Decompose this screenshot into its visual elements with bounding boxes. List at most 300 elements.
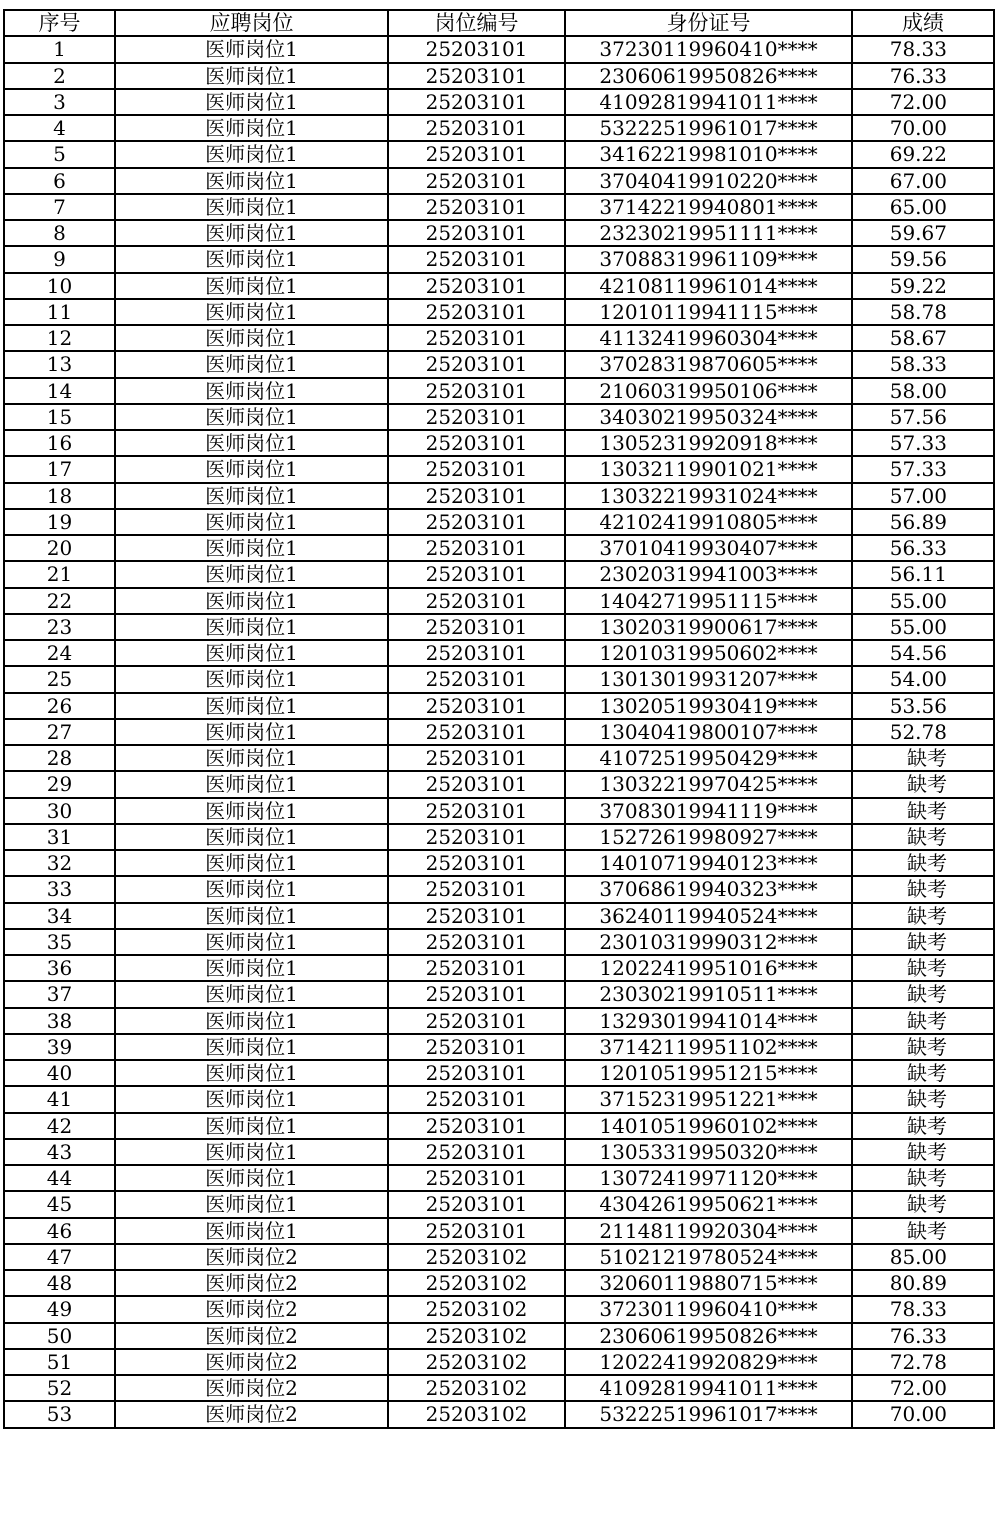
position-code-cell: 25203102 [388,1323,565,1349]
position-cell: 医师岗位2 [115,1401,388,1427]
id-number-cell: 41092819941011**** [565,1375,852,1401]
position-code-cell: 25203101 [388,614,565,640]
score-cell: 69.22 [852,141,994,167]
table-row [4,1244,994,1270]
id-number-cell: 23060619950826**** [565,1323,852,1349]
serial-cell: 49 [4,1296,115,1322]
position-code-cell: 25203101 [388,483,565,509]
header-serial: 序号 [4,10,115,36]
serial-cell: 30 [4,798,115,824]
serial-cell: 7 [4,194,115,220]
position-cell: 医师岗位1 [115,588,388,614]
id-number-cell: 23030219910511**** [565,981,852,1007]
serial-cell: 24 [4,640,115,666]
serial-cell: 25 [4,666,115,692]
score-cell: 72.00 [852,89,994,115]
position-code-cell: 25203101 [388,955,565,981]
serial-cell: 8 [4,220,115,246]
serial-cell: 52 [4,1375,115,1401]
table-row [4,1323,994,1349]
score-cell: 85.00 [852,1244,994,1270]
score-cell: 缺考 [852,1113,994,1139]
score-cell: 53.56 [852,693,994,719]
table-row [4,1165,994,1191]
position-cell: 医师岗位1 [115,351,388,377]
position-cell: 医师岗位1 [115,981,388,1007]
id-number-cell: 12010319950602**** [565,640,852,666]
score-cell: 59.67 [852,220,994,246]
serial-cell: 20 [4,535,115,561]
position-code-cell: 25203101 [388,850,565,876]
table-row [4,798,994,824]
position-code-cell: 25203101 [388,771,565,797]
id-number-cell: 23060619950826**** [565,63,852,89]
serial-cell: 14 [4,378,115,404]
position-cell: 医师岗位1 [115,194,388,220]
position-code-cell: 25203101 [388,1034,565,1060]
table-row [4,430,994,456]
position-cell: 医师岗位1 [115,666,388,692]
serial-cell: 29 [4,771,115,797]
score-cell: 72.00 [852,1375,994,1401]
serial-cell: 23 [4,614,115,640]
position-code-cell: 25203101 [388,194,565,220]
id-number-cell: 13293019941014**** [565,1008,852,1034]
table-row [4,483,994,509]
id-number-cell: 13032219970425**** [565,771,852,797]
score-cell: 59.22 [852,273,994,299]
header-row [4,10,994,36]
serial-cell: 11 [4,299,115,325]
position-cell: 医师岗位1 [115,771,388,797]
score-cell: 56.11 [852,561,994,587]
id-number-cell: 13053319950320**** [565,1139,852,1165]
table-row [4,63,994,89]
position-cell: 医师岗位1 [115,719,388,745]
table-row [4,1060,994,1086]
table-row [4,325,994,351]
score-cell: 65.00 [852,194,994,220]
score-cell: 55.00 [852,614,994,640]
position-code-cell: 25203101 [388,929,565,955]
id-number-cell: 41092819941011**** [565,89,852,115]
id-number-cell: 13032119901021**** [565,456,852,482]
position-cell: 医师岗位1 [115,220,388,246]
position-code-cell: 25203101 [388,1191,565,1217]
id-number-cell: 37010419930407**** [565,535,852,561]
serial-cell: 39 [4,1034,115,1060]
score-cell: 缺考 [852,745,994,771]
position-cell: 医师岗位1 [115,36,388,62]
score-cell: 52.78 [852,719,994,745]
score-cell: 72.78 [852,1349,994,1375]
id-number-cell: 13072419971120**** [565,1165,852,1191]
position-cell: 医师岗位1 [115,404,388,430]
table-row [4,929,994,955]
serial-cell: 53 [4,1401,115,1427]
position-cell: 医师岗位1 [115,430,388,456]
position-code-cell: 25203101 [388,273,565,299]
table-row [4,1218,994,1244]
position-cell: 医师岗位1 [115,1139,388,1165]
position-code-cell: 25203101 [388,561,565,587]
table-row [4,378,994,404]
id-number-cell: 14010519960102**** [565,1113,852,1139]
id-number-cell: 37088319961109**** [565,246,852,272]
serial-cell: 38 [4,1008,115,1034]
position-cell: 医师岗位1 [115,1034,388,1060]
id-number-cell: 42102419910805**** [565,509,852,535]
position-code-cell: 25203101 [388,509,565,535]
score-cell: 缺考 [852,903,994,929]
position-cell: 医师岗位1 [115,1008,388,1034]
serial-cell: 22 [4,588,115,614]
position-code-cell: 25203101 [388,1139,565,1165]
score-cell: 78.33 [852,36,994,62]
id-number-cell: 41072519950429**** [565,745,852,771]
id-number-cell: 23230219951111**** [565,220,852,246]
position-code-cell: 25203101 [388,1113,565,1139]
position-code-cell: 25203101 [388,1008,565,1034]
score-cell: 70.00 [852,1401,994,1427]
position-cell: 医师岗位1 [115,89,388,115]
position-cell: 医师岗位1 [115,929,388,955]
id-number-cell: 37028319870605**** [565,351,852,377]
score-cell: 缺考 [852,876,994,902]
score-cell: 58.33 [852,351,994,377]
position-cell: 医师岗位1 [115,955,388,981]
serial-cell: 50 [4,1323,115,1349]
table-row [4,1296,994,1322]
table-row [4,640,994,666]
table-row [4,876,994,902]
score-cell: 57.00 [852,483,994,509]
position-cell: 医师岗位1 [115,273,388,299]
score-cell: 59.56 [852,246,994,272]
id-number-cell: 13020319900617**** [565,614,852,640]
table-body [4,36,994,1427]
serial-cell: 44 [4,1165,115,1191]
id-number-cell: 41132419960304**** [565,325,852,351]
table-row [4,1191,994,1217]
position-code-cell: 25203101 [388,246,565,272]
serial-cell: 3 [4,89,115,115]
position-cell: 医师岗位1 [115,850,388,876]
serial-cell: 31 [4,824,115,850]
serial-cell: 28 [4,745,115,771]
position-cell: 医师岗位1 [115,299,388,325]
id-number-cell: 12022419920829**** [565,1349,852,1375]
table-row [4,588,994,614]
position-code-cell: 25203101 [388,1086,565,1112]
score-cell: 缺考 [852,955,994,981]
position-code-cell: 25203101 [388,1060,565,1086]
serial-cell: 12 [4,325,115,351]
position-code-cell: 25203101 [388,903,565,929]
id-number-cell: 37230119960410**** [565,36,852,62]
serial-cell: 2 [4,63,115,89]
position-cell: 医师岗位1 [115,483,388,509]
results-table [3,9,995,1429]
position-code-cell: 25203102 [388,1296,565,1322]
table-row [4,1270,994,1296]
serial-cell: 19 [4,509,115,535]
position-code-cell: 25203101 [388,666,565,692]
id-number-cell: 14042719951115**** [565,588,852,614]
position-code-cell: 25203101 [388,299,565,325]
id-number-cell: 42108119961014**** [565,273,852,299]
id-number-cell: 53222519961017**** [565,115,852,141]
id-number-cell: 13020519930419**** [565,693,852,719]
serial-cell: 18 [4,483,115,509]
id-number-cell: 37230119960410**** [565,1296,852,1322]
table-header [4,10,994,36]
position-code-cell: 25203101 [388,89,565,115]
position-code-cell: 25203101 [388,1218,565,1244]
id-number-cell: 23020319941003**** [565,561,852,587]
position-cell: 医师岗位1 [115,246,388,272]
id-number-cell: 36240119940524**** [565,903,852,929]
id-number-cell: 53222519961017**** [565,1401,852,1427]
score-cell: 缺考 [852,1034,994,1060]
serial-cell: 48 [4,1270,115,1296]
position-code-cell: 25203101 [388,141,565,167]
position-cell: 医师岗位1 [115,1060,388,1086]
serial-cell: 32 [4,850,115,876]
position-code-cell: 25203101 [388,456,565,482]
score-cell: 缺考 [852,929,994,955]
score-cell: 67.00 [852,168,994,194]
position-cell: 医师岗位1 [115,63,388,89]
id-number-cell: 14010719940123**** [565,850,852,876]
table-row [4,220,994,246]
table-row [4,614,994,640]
serial-cell: 51 [4,1349,115,1375]
id-number-cell: 13040419800107**** [565,719,852,745]
table-row [4,1034,994,1060]
position-code-cell: 25203102 [388,1349,565,1375]
table-row [4,1113,994,1139]
serial-cell: 13 [4,351,115,377]
table-row [4,36,994,62]
score-cell: 70.00 [852,115,994,141]
table-row [4,509,994,535]
table-row [4,141,994,167]
score-cell: 55.00 [852,588,994,614]
position-cell: 医师岗位1 [115,561,388,587]
position-cell: 医师岗位1 [115,1191,388,1217]
position-code-cell: 25203102 [388,1270,565,1296]
position-code-cell: 25203102 [388,1401,565,1427]
position-code-cell: 25203102 [388,1375,565,1401]
serial-cell: 34 [4,903,115,929]
serial-cell: 47 [4,1244,115,1270]
position-cell: 医师岗位1 [115,378,388,404]
position-code-cell: 25203101 [388,876,565,902]
position-cell: 医师岗位1 [115,798,388,824]
score-cell: 54.56 [852,640,994,666]
score-cell: 76.33 [852,63,994,89]
score-cell: 缺考 [852,1008,994,1034]
header-position: 应聘岗位 [115,10,388,36]
table-row [4,561,994,587]
id-number-cell: 15272619980927**** [565,824,852,850]
position-cell: 医师岗位2 [115,1296,388,1322]
serial-cell: 26 [4,693,115,719]
serial-cell: 42 [4,1113,115,1139]
id-number-cell: 21060319950106**** [565,378,852,404]
serial-cell: 45 [4,1191,115,1217]
header-position-code: 岗位编号 [388,10,565,36]
id-number-cell: 51021219780524**** [565,1244,852,1270]
table-row [4,1086,994,1112]
serial-cell: 1 [4,36,115,62]
position-cell: 医师岗位1 [115,876,388,902]
position-code-cell: 25203101 [388,115,565,141]
position-code-cell: 25203101 [388,378,565,404]
id-number-cell: 23010319990312**** [565,929,852,955]
serial-cell: 16 [4,430,115,456]
position-cell: 医师岗位1 [115,141,388,167]
score-cell: 80.89 [852,1270,994,1296]
position-code-cell: 25203101 [388,36,565,62]
score-cell: 56.33 [852,535,994,561]
id-number-cell: 12010119941115**** [565,299,852,325]
table-row [4,1375,994,1401]
score-cell: 54.00 [852,666,994,692]
id-number-cell: 13032219931024**** [565,483,852,509]
position-code-cell: 25203102 [388,1244,565,1270]
serial-cell: 36 [4,955,115,981]
position-code-cell: 25203101 [388,325,565,351]
id-number-cell: 13052319920918**** [565,430,852,456]
position-cell: 医师岗位2 [115,1244,388,1270]
score-cell: 缺考 [852,1191,994,1217]
id-number-cell: 12010519951215**** [565,1060,852,1086]
serial-cell: 40 [4,1060,115,1086]
position-cell: 医师岗位2 [115,1323,388,1349]
score-cell: 缺考 [852,1060,994,1086]
serial-cell: 33 [4,876,115,902]
position-code-cell: 25203101 [388,168,565,194]
score-cell: 57.33 [852,456,994,482]
id-number-cell: 34030219950324**** [565,404,852,430]
score-cell: 缺考 [852,1139,994,1165]
position-code-cell: 25203101 [388,745,565,771]
score-cell: 78.33 [852,1296,994,1322]
id-number-cell: 37083019941119**** [565,798,852,824]
position-code-cell: 25203101 [388,535,565,561]
position-code-cell: 25203101 [388,63,565,89]
score-cell: 缺考 [852,771,994,797]
serial-cell: 43 [4,1139,115,1165]
table-row [4,1008,994,1034]
serial-cell: 27 [4,719,115,745]
score-cell: 缺考 [852,824,994,850]
position-code-cell: 25203101 [388,430,565,456]
serial-cell: 5 [4,141,115,167]
table-row [4,824,994,850]
table-row [4,666,994,692]
position-cell: 医师岗位1 [115,1218,388,1244]
position-code-cell: 25203101 [388,719,565,745]
serial-cell: 9 [4,246,115,272]
id-number-cell: 37068619940323**** [565,876,852,902]
table-row [4,89,994,115]
score-cell: 缺考 [852,1218,994,1244]
position-code-cell: 25203101 [388,588,565,614]
score-cell: 57.33 [852,430,994,456]
table-row [4,535,994,561]
position-code-cell: 25203101 [388,1165,565,1191]
table-row [4,273,994,299]
score-cell: 缺考 [852,981,994,1007]
score-cell: 76.33 [852,1323,994,1349]
serial-cell: 10 [4,273,115,299]
position-cell: 医师岗位1 [115,115,388,141]
position-cell: 医师岗位1 [115,456,388,482]
position-code-cell: 25203101 [388,351,565,377]
table-row [4,955,994,981]
serial-cell: 41 [4,1086,115,1112]
table-row [4,693,994,719]
table-row [4,771,994,797]
position-code-cell: 25203101 [388,798,565,824]
table-row [4,719,994,745]
id-number-cell: 37142219940801**** [565,194,852,220]
position-cell: 医师岗位1 [115,1113,388,1139]
table-row [4,1401,994,1427]
table-row [4,1349,994,1375]
score-cell: 缺考 [852,850,994,876]
position-cell: 医师岗位1 [115,1086,388,1112]
table-row [4,1139,994,1165]
position-cell: 医师岗位2 [115,1270,388,1296]
table-row [4,351,994,377]
score-cell: 56.89 [852,509,994,535]
header-score: 成绩 [852,10,994,36]
header-id-number: 身份证号 [565,10,852,36]
id-number-cell: 37040419910220**** [565,168,852,194]
table-row [4,456,994,482]
position-cell: 医师岗位2 [115,1349,388,1375]
score-cell: 57.56 [852,404,994,430]
id-number-cell: 43042619950621**** [565,1191,852,1217]
score-cell: 缺考 [852,798,994,824]
id-number-cell: 21148119920304**** [565,1218,852,1244]
score-cell: 缺考 [852,1086,994,1112]
position-cell: 医师岗位2 [115,1375,388,1401]
score-cell: 58.00 [852,378,994,404]
table-row [4,404,994,430]
position-cell: 医师岗位1 [115,509,388,535]
position-code-cell: 25203101 [388,640,565,666]
position-code-cell: 25203101 [388,220,565,246]
serial-cell: 21 [4,561,115,587]
table-row [4,168,994,194]
table-row [4,246,994,272]
id-number-cell: 37152319951221**** [565,1086,852,1112]
position-code-cell: 25203101 [388,693,565,719]
id-number-cell: 32060119880715**** [565,1270,852,1296]
position-cell: 医师岗位1 [115,640,388,666]
table-row [4,115,994,141]
position-cell: 医师岗位1 [115,535,388,561]
serial-cell: 15 [4,404,115,430]
table-row [4,981,994,1007]
serial-cell: 37 [4,981,115,1007]
table-row [4,194,994,220]
